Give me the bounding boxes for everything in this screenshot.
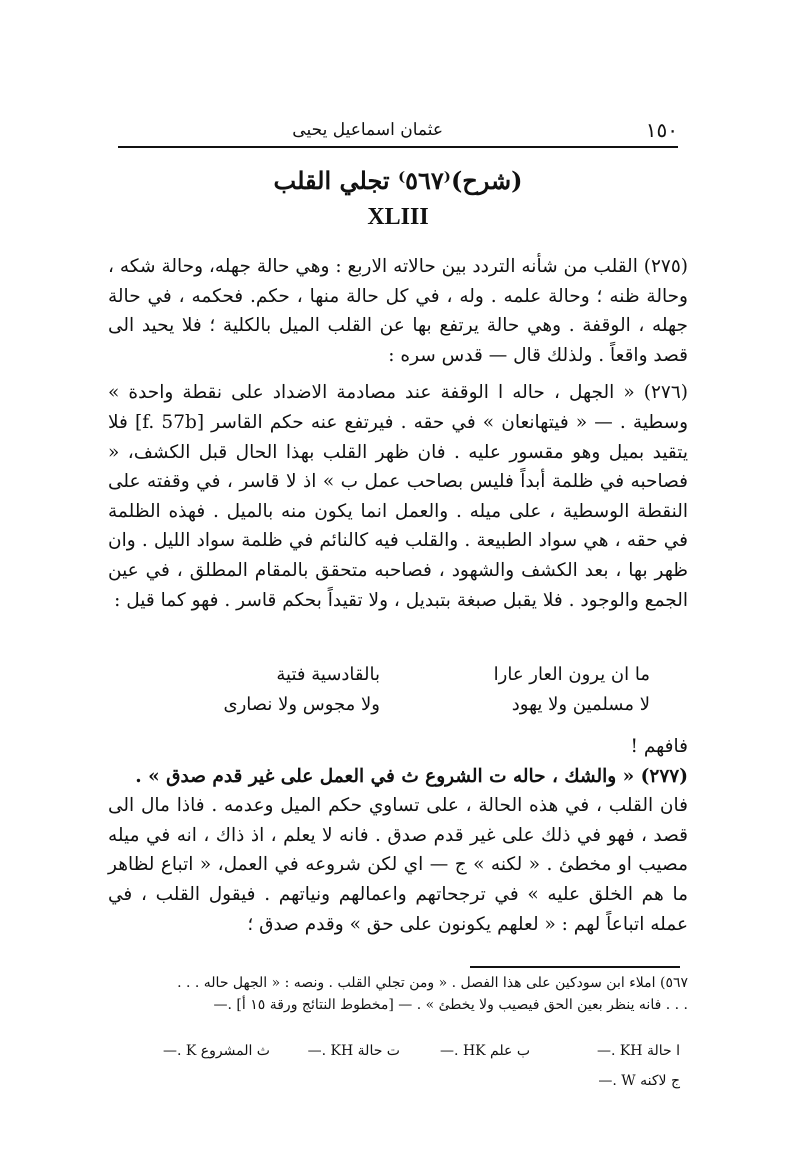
apparatus-note-b: ب علم HK .— xyxy=(440,1043,530,1059)
footnote-divider xyxy=(470,966,680,968)
apparatus-note-j: ج لاكنه W .— xyxy=(598,1073,680,1089)
page-number: ١٥٠ xyxy=(645,118,678,142)
paragraph-276: (٢٧٦) « الجهل ، حاله ا الوقفة عند مصادمة الاضداد على نقطة واحدة » وسطية . — « فيتهانعان » في حقه . فيرتفع عنه حكم القاسر [f. 57b] فلا يتقيد بميل وهو مقسور عليه . فان ظهر القلب بهذا الحال قبل الكشف، « فصاحبه في ظلمة أبداً فليس بصاحب عمل ب » اذ لا قاسر ، في وقفته على النقطة الوسطية ، على ميله . والعمل انما يكون منه بالميل . فهذه الظلمة في حقه ، هي سواد الطبيعة . والقلب فيه كالنائم في ظلمة سواد الليل . وان ظهر بها ، بعد الكشف والشهود ، فصاحبه متحقق بالمقام المطلق ، في عين الجمع والوجود . فلا يقبل صبغة بتبديل ، ولا تقيداً بحكم قاسر . فهو كما قيل : xyxy=(108,382,689,611)
apparatus-note-t: ت حالة KH .— xyxy=(307,1043,400,1059)
verse-hemistich: ولا مجوس ولا نصارى xyxy=(223,694,380,715)
paragraph-275: (٢٧٥) القلب من شأنه التردد بين حالاته الاربع : وهي حالة جهله، وحالة شكه ، وحالة ظنه ؛ وحالة علمه . وله ، في كل حالة منها ، حكم. فحكمه ، في حالة جهله ، الوقفة . وهي حالة يرتفع بها عن القلب الميل بالكلية ؛ فلا يحيد الى قصد واقعاً . ولذلك قال — قدس سره : xyxy=(108,256,688,366)
apparatus-note-a: ا حالة KH .— xyxy=(596,1043,680,1059)
page-header xyxy=(118,118,678,148)
verse-hemistich: بالقادسية فتية xyxy=(276,664,380,685)
footnote-line: . . . فانه ينظر بعين الحق فيصيب ولا يخطئ » . — [مخطوط النتائج ورقة ١٥ أ] .— xyxy=(213,997,688,1013)
verse-line-2 xyxy=(150,694,650,724)
header-divider xyxy=(118,146,678,148)
verse-line-1 xyxy=(150,664,650,694)
chapter-title: (شرح)⁽٥٦٧⁾ تجلي القلب xyxy=(273,166,523,195)
verse-hemistich: لا مسلمين ولا يهود xyxy=(511,694,650,715)
critical-apparatus xyxy=(150,1036,680,1096)
apparatus-note-th: ث المشروع K .— xyxy=(162,1043,270,1059)
main-text xyxy=(108,252,688,615)
chapter-roman-numeral: XLIII xyxy=(367,204,429,230)
paragraph-277-heading: (٢٧٧) « والشك ، حاله ت الشروع ث في العمل على غير قدم صدق » . xyxy=(135,765,688,787)
running-title: عثمان اسماعيل يحيى xyxy=(292,120,443,140)
apparatus-row xyxy=(150,1036,680,1066)
footnote-567 xyxy=(108,972,688,1016)
apparatus-row xyxy=(150,1066,680,1096)
verse-hemistich: ما ان يرون العار عارا xyxy=(493,664,650,685)
paragraph-277-body: فان القلب ، في هذه الحالة ، على تساوي حكم الميل وعدمه . فاذا مال الى قصد ، فهو في ذلك على غير قدم صدق . فانه لا يعلم ، اذ ذاك ، انه في ميله مصيب او مخطئ . « لكنه » ج — اي لكن شروعه في العمل، « اتباع لظاهر ما هم الخلق عليه » في ترجحاتهم واعمالهم ونياتهم . فيقول القلب ، في عمله اتباعاً لهم : « لعلهم يكونون على حق » وقدم صدق ؛ xyxy=(108,795,688,935)
fafham-line: فافهم ! xyxy=(630,736,688,757)
footnote-line: ٥٦٧) املاء ابن سودكين على هذا الفصل . « ومن تجلي القلب . ونصه : « الجهل حاله . . . xyxy=(177,975,688,991)
continued-text xyxy=(108,732,688,939)
